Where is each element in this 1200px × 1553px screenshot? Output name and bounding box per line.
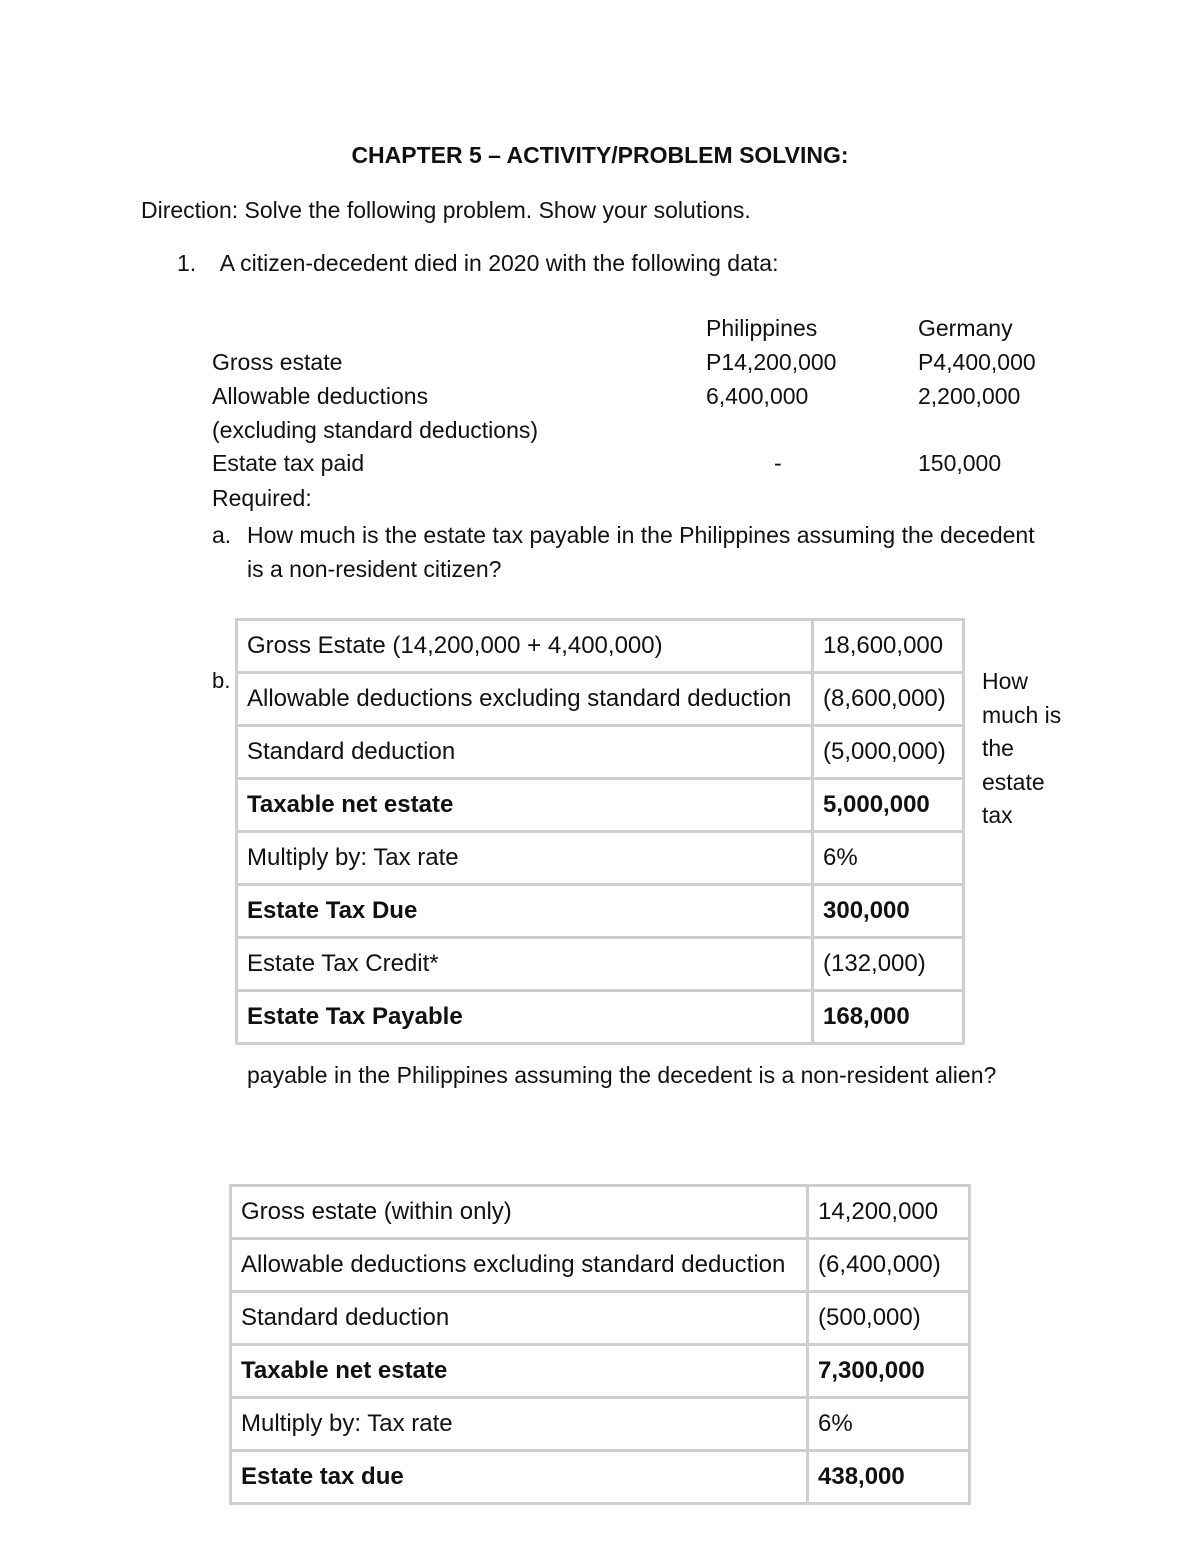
row-value: 300,000 bbox=[813, 885, 964, 938]
row-label: Estate Tax Payable bbox=[237, 991, 813, 1044]
row-label: Gross estate (within only) bbox=[231, 1186, 808, 1239]
table-row bbox=[237, 779, 964, 832]
item-number: 1. bbox=[177, 250, 197, 276]
givens-philippines-value: - bbox=[774, 450, 782, 476]
givens-label: (excluding standard deductions) bbox=[212, 417, 539, 443]
header-philippines: Philippines bbox=[706, 315, 818, 341]
row-value: 18,600,000 bbox=[813, 620, 964, 673]
givens-row bbox=[212, 349, 1072, 382]
page-title: CHAPTER 5 – ACTIVITY/PROBLEM SOLVING: bbox=[351, 142, 849, 168]
required-label: Required: bbox=[212, 485, 312, 511]
table-row bbox=[237, 991, 964, 1044]
givens-germany-value: 2,200,000 bbox=[918, 383, 1021, 409]
item-text: A citizen-decedent died in 2020 with the following data: bbox=[219, 250, 779, 276]
table-row bbox=[231, 1239, 970, 1292]
table-row bbox=[237, 620, 964, 673]
row-value: 6% bbox=[813, 832, 964, 885]
solution-table-b bbox=[229, 1184, 971, 1505]
givens-label: Estate tax paid bbox=[212, 450, 365, 476]
row-value: (8,600,000) bbox=[813, 673, 964, 726]
row-label: Taxable net estate bbox=[231, 1345, 808, 1398]
row-value: 7,300,000 bbox=[808, 1345, 970, 1398]
question-a-text: How much is the estate tax payable in the Philippines assuming the decedent is a non-resident citizen? bbox=[247, 522, 1035, 582]
table-row bbox=[237, 938, 964, 991]
table-row bbox=[231, 1292, 970, 1345]
row-value: (132,000) bbox=[813, 938, 964, 991]
row-value: 168,000 bbox=[813, 991, 964, 1044]
question-a-marker: a. bbox=[212, 522, 232, 548]
givens-row bbox=[212, 417, 1072, 450]
givens-label: Gross estate bbox=[212, 349, 343, 375]
row-label: Standard deduction bbox=[231, 1292, 808, 1345]
direction-text: Direction: Solve the following problem. Show your solutions. bbox=[141, 197, 751, 223]
row-value: (6,400,000) bbox=[808, 1239, 970, 1292]
row-label: Gross Estate (14,200,000 + 4,400,000) bbox=[237, 620, 813, 673]
question-b-text-continued: payable in the Philippines assuming the decedent is a non-resident alien? bbox=[247, 1062, 997, 1088]
givens-philippines-value: P14,200,000 bbox=[706, 349, 837, 375]
row-label: Multiply by: Tax rate bbox=[231, 1398, 808, 1451]
givens-row bbox=[212, 383, 1072, 416]
givens-germany-value: P4,400,000 bbox=[918, 349, 1036, 375]
table-row bbox=[231, 1398, 970, 1451]
givens-row bbox=[212, 450, 1072, 483]
table-row bbox=[231, 1345, 970, 1398]
table-row bbox=[237, 832, 964, 885]
givens-label: Allowable deductions bbox=[212, 383, 429, 409]
row-label: Taxable net estate bbox=[237, 779, 813, 832]
row-value: 14,200,000 bbox=[808, 1186, 970, 1239]
row-label: Estate Tax Due bbox=[237, 885, 813, 938]
table-row bbox=[237, 885, 964, 938]
row-value: 5,000,000 bbox=[813, 779, 964, 832]
givens-data bbox=[212, 315, 1072, 515]
row-value: (500,000) bbox=[808, 1292, 970, 1345]
row-label: Standard deduction bbox=[237, 726, 813, 779]
row-label: Estate tax due bbox=[231, 1451, 808, 1504]
table-row bbox=[231, 1451, 970, 1504]
row-label: Estate Tax Credit* bbox=[237, 938, 813, 991]
solution-table-a bbox=[235, 618, 965, 1045]
givens-philippines-value: 6,400,000 bbox=[706, 383, 809, 409]
problem-statement bbox=[177, 250, 778, 277]
givens-header-row bbox=[212, 315, 1072, 348]
row-label: Allowable deductions excluding standard deduction bbox=[231, 1239, 808, 1292]
question-b-marker: b. bbox=[212, 668, 231, 693]
row-value: (5,000,000) bbox=[813, 726, 964, 779]
row-label: Multiply by: Tax rate bbox=[237, 832, 813, 885]
table-row bbox=[231, 1186, 970, 1239]
table-row bbox=[237, 673, 964, 726]
row-value: 6% bbox=[808, 1398, 970, 1451]
table-row bbox=[237, 726, 964, 779]
row-value: 438,000 bbox=[808, 1451, 970, 1504]
givens-germany-value: 150,000 bbox=[918, 450, 1002, 476]
question-b-text-side: How much is the estate tax bbox=[982, 668, 1062, 828]
row-label: Allowable deductions excluding standard deduction bbox=[237, 673, 813, 726]
header-germany: Germany bbox=[918, 315, 1013, 341]
